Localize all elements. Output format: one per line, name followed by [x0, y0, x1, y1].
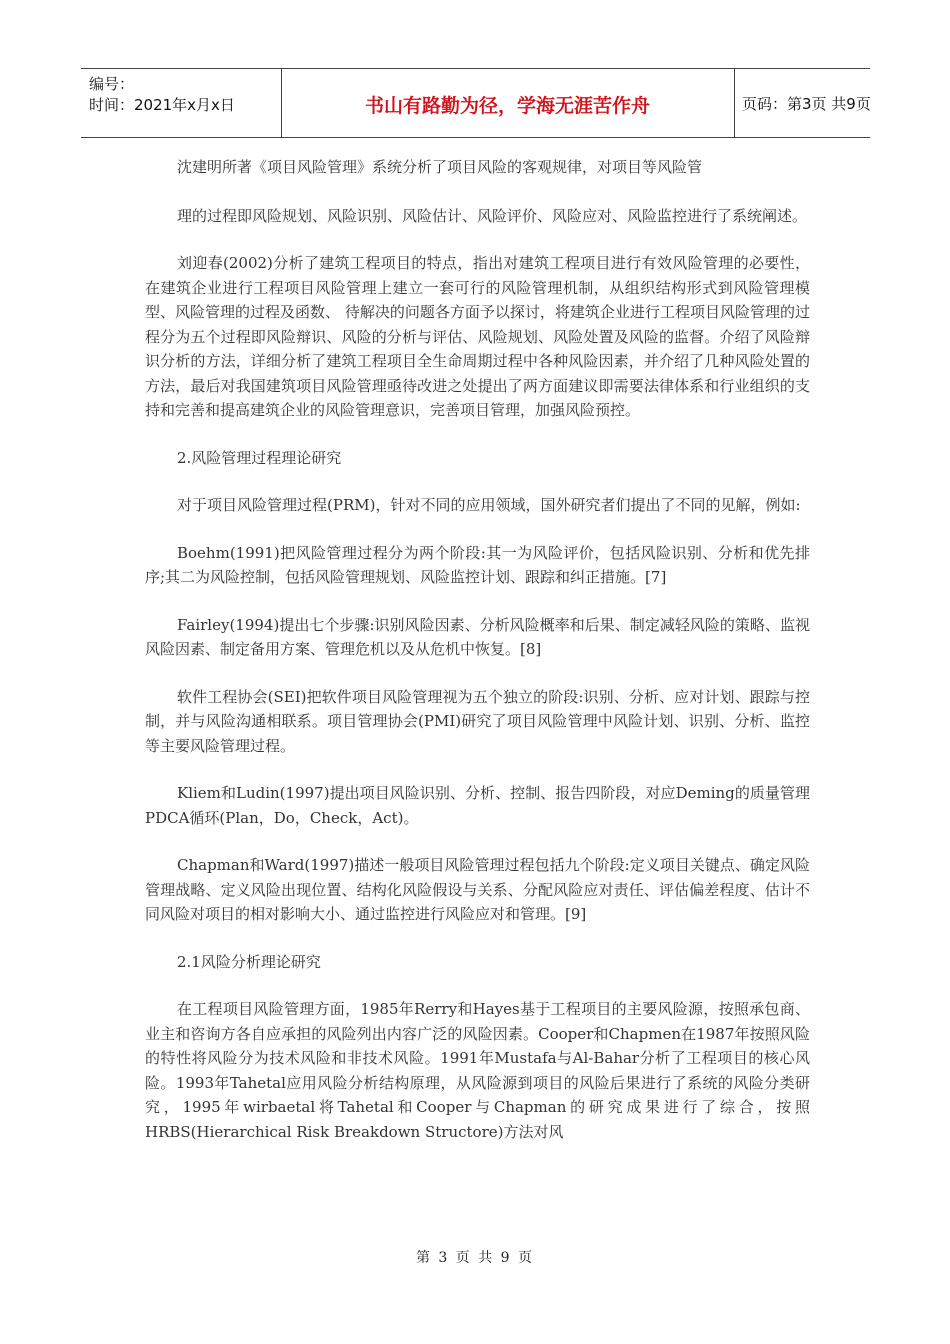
page-footer: 第 3 页 共 9 页: [415, 1250, 535, 1266]
document-time-label: 时间：2021年x月x日: [89, 96, 235, 114]
paragraph: 理的过程即风险规划、风险识别、风险估计、风险评价、风险应对、风险监控进行了系统阐述。: [177, 206, 808, 225]
paragraph: Boehm(1991)把风险管理过程分为两个阶段:其一为风险评价，包括风险识别、分析和优先排序;其二为风险控制，包括风险管理规划、风险监控计划、跟踪和纠正措施。[7]: [145, 543, 810, 586]
paragraph: 在工程项目风险管理方面，1985年Rerry和Hayes基于工程项目的主要风险源，按照承包商、业主和咨询方各自应承担的风险列出内容广泛的风险因素。Cooper和Chapmen在1987年按照风险的特性将风险分为技术风险和非技术风险。1991年Mustafa与Al-Bahar分析了工程项目的核心风险。1993年Tahetal应用风险分析结构原理，从风险源到项目的风险后果进行了系统的风险分类研究，1995年wirbaetal将Tahetal和Cooper与Chapman的研究成果进行了综合，按照HRBS(Hierarchical Risk Breakdown Structore)方法对风: [145, 1000, 810, 1141]
paragraph: 对于项目风险管理过程(PRM)，针对不同的应用领域，国外研究者们提出了不同的见解，例如:: [177, 496, 801, 514]
header-right-cell: [734, 69, 870, 137]
document-number-label: 编号：: [89, 75, 135, 93]
header-middle-cell: [281, 69, 735, 137]
header-motto: 书山有路勤为径，学海无涯苦作舟: [364, 95, 650, 117]
section-heading: 2.1风险分析理论研究: [177, 952, 321, 971]
header-left-cell: [81, 69, 282, 137]
document-body: [145, 155, 810, 1167]
paragraph: 刘迎春(2002)分析了建筑工程项目的特点，指出对建筑工程项目进行有效风险管理的必要性，在建筑企业进行工程项目风险管理上建立一套可行的风险管理机制，从组织结构形式到风险管理模型、风险管理的过程及函数、 待解决的问题各方面予以探讨，将建筑企业进行工程项目风险管理的过程分为五个过程即风险辩识、风险的分析与评估、风险规划、风险处置及风险的监督。介绍了风险辩识分析的方法，详细分析了建筑工程项目全生命周期过程中各种风险因素，并介绍了几种风险处置的方法，最后对我国建筑项目风险管理亟待改进之处提出了两方面建议即需要法律体系和行业组织的支持和完善和提高建筑企业的风险管理意识，完善项目管理，加强风险预控。: [145, 254, 810, 419]
paragraph: Chapman和Ward(1997)描述一般项目风险管理过程包括九个阶段:定义项目关键点、确定风险管理战略、定义风险出现位置、结构化风险假设与关系、分配风险应对责任、评估偏差程度、估计不同风险对项目的相对影响大小、通过监控进行风险应对和管理。[9]: [145, 856, 810, 923]
section-heading: 2.风险管理过程理论研究: [177, 448, 342, 467]
paragraph: Kliem和Ludin(1997)提出项目风险识别、分析、控制、报告四阶段，对应Deming的质量管理PDCA循环(Plan，Do，Check，Act)。: [145, 784, 810, 827]
header-page-info: 页码：第3页 共9页: [742, 95, 871, 113]
paragraph: 软件工程协会(SEI)把软件项目风险管理视为五个独立的阶段:识别、分析、应对计划、跟踪与控制，并与风险沟通相联系。项目管理协会(PMI)研究了项目风险管理中风险计划、识别、分析、监控等主要风险管理过程。: [145, 687, 810, 755]
paragraph: 沈建明所著《项目风险管理》系统分析了项目风险的客观规律，对项目等风险管: [177, 158, 703, 176]
paragraph: Fairley(1994)提出七个步骤:识别风险因素、分析风险概率和后果、制定减轻风险的策略、监视风险因素、制定备用方案、管理危机以及从危机中恢复。[8]: [145, 615, 810, 658]
document-header: [81, 68, 870, 138]
